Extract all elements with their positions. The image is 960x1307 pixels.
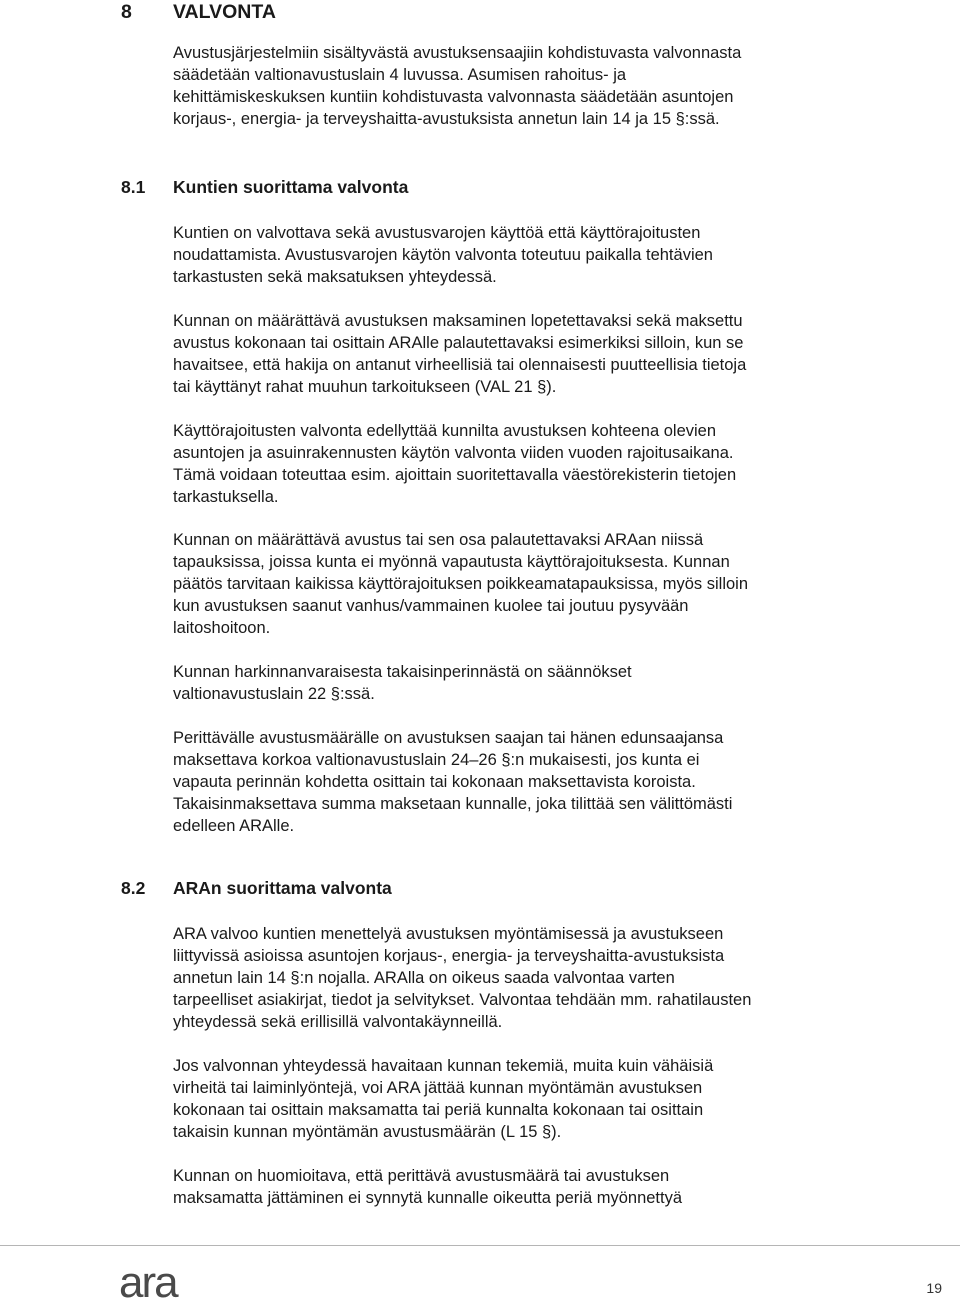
paragraph-8-1-4: Kunnan on määrättävä avustus tai sen osa palautettavaksi ARAan niissä tapauksissa, joissa kunta ei myönnä vapautusta käyttörajoituksesta. Kunnan päätös tarvitaan kaikissa käyttörajoituksen poikkeamatapauksissa, myös silloin kun avustuksen saanut vanhus/vammainen kuolee tai joutuu pysyvään laitoshoitoon.: [173, 531, 749, 637]
subsection-heading-1: [121, 176, 408, 198]
paragraph-8-1-1: Kuntien on valvottava sekä avustusvarojen käyttöä että käyttörajoitusten noudattamista. Avustusvarojen käytön valvonta toteutuu paikalla tehtävien tarkastusten sekä maksatuksen yhteydessä.: [173, 224, 713, 286]
section-number: 8: [121, 1, 132, 23]
paragraph-8-2-2: Jos valvonnan yhteydessä havaitaan kunnan tekemiä, muita kuin vähäisiä virheitä tai laiminlyöntejä, voi ARA jättää kunnan myöntämän avustuksen kokonaan tai osittain maksamatta tai periä kunnalta kokonaan tai osittain takaisin kunnan myöntämän avustusmäärän (L 15 §).: [173, 1057, 714, 1141]
page-number: 19: [926, 1280, 942, 1296]
paragraph-8-1-6: Perittävälle avustusmäärälle on avustuksen saajan tai hänen edunsaajansa maksettava korkoa valtionavustuslain 24–26 §:n mukaisesti, jos kunta ei vapauta perinnän kohdetta osittain tai kokonaan maksettavista koroista. Takaisinmaksettava summa maksetaan kunnalle, joka tilittää sen välittömästi edelleen ARAlle.: [173, 729, 733, 835]
subsection-number-1: 8.1: [121, 177, 146, 197]
section-heading: [121, 0, 276, 24]
ara-logo-icon: [119, 1262, 191, 1302]
paragraph-8-2-1: ARA valvoo kuntien menettelyä avustuksen myöntämisessä ja avustukseen liittyvissä asioissa asuntojen korjaus-, energia- ja terveyshaitta-avustuksista annetun lain 14 §:n nojalla. ARAlla on oikeus saada valvontaa varten tarpeelliset asiakirjat, tiedot ja selvitykset. Valvontaa tehdään mm. rahatilausten yhteydessä sekä erillisillä valvontakäynneillä.: [173, 925, 752, 1031]
subsection-number-2: 8.2: [121, 878, 146, 898]
paragraph-8-1-3: Käyttörajoitusten valvonta edellyttää kunnilta avustuksen kohteena olevien asuntojen ja asuinrakennusten käytön valvonta viiden vuoden rajoitusaikana. Tämä voidaan toteuttaa esim. ajoittain suoritettavalla väestörekisterin tietojen tarkastuksella.: [173, 422, 737, 506]
paragraph-8-1-5: Kunnan harkinnanvaraisesta takaisinperinnästä on säännökset valtionavustuslain 22 §:ssä.: [173, 663, 632, 703]
section-intro-paragraph: Avustusjärjestelmiin sisältyvästä avustuksensaajiin kohdistuvasta valvonnasta säädetään valtionavustuslain 4 luvussa. Asumisen rahoitus- ja kehittämiskeskuksen kuntiin kohdistuvasta valvonnasta säädetään asuntojen korjaus-, energia- ja terveyshaitta-avustuksista annetun lain 14 ja 15 §:ssä.: [173, 44, 742, 128]
footer-divider: [0, 1245, 960, 1246]
subsection-heading-2: [121, 877, 392, 899]
subsection-title-2: ARAn suorittama valvonta: [173, 878, 392, 898]
section-title: VALVONTA: [173, 1, 276, 23]
paragraph-8-1-2: Kunnan on määrättävä avustuksen maksaminen lopetettavaksi sekä maksettu avustus kokonaan tai osittain ARAlle palautettavaksi esimerkiksi silloin, kun se havaitsee, että hakija on antanut virheellisiä tai olennaisesti puutteellisia tietoja tai käyttänyt rahat muuhun tarkoitukseen (VAL 21 §).: [173, 312, 747, 396]
logo-text: ara: [119, 1262, 177, 1302]
paragraph-8-2-3: Kunnan on huomioitava, että perittävä avustusmäärä tai avustuksen maksamatta jättäminen ei synnytä kunnalle oikeutta periä myönnettyä: [173, 1167, 683, 1207]
subsection-title-1: Kuntien suorittama valvonta: [173, 177, 409, 197]
